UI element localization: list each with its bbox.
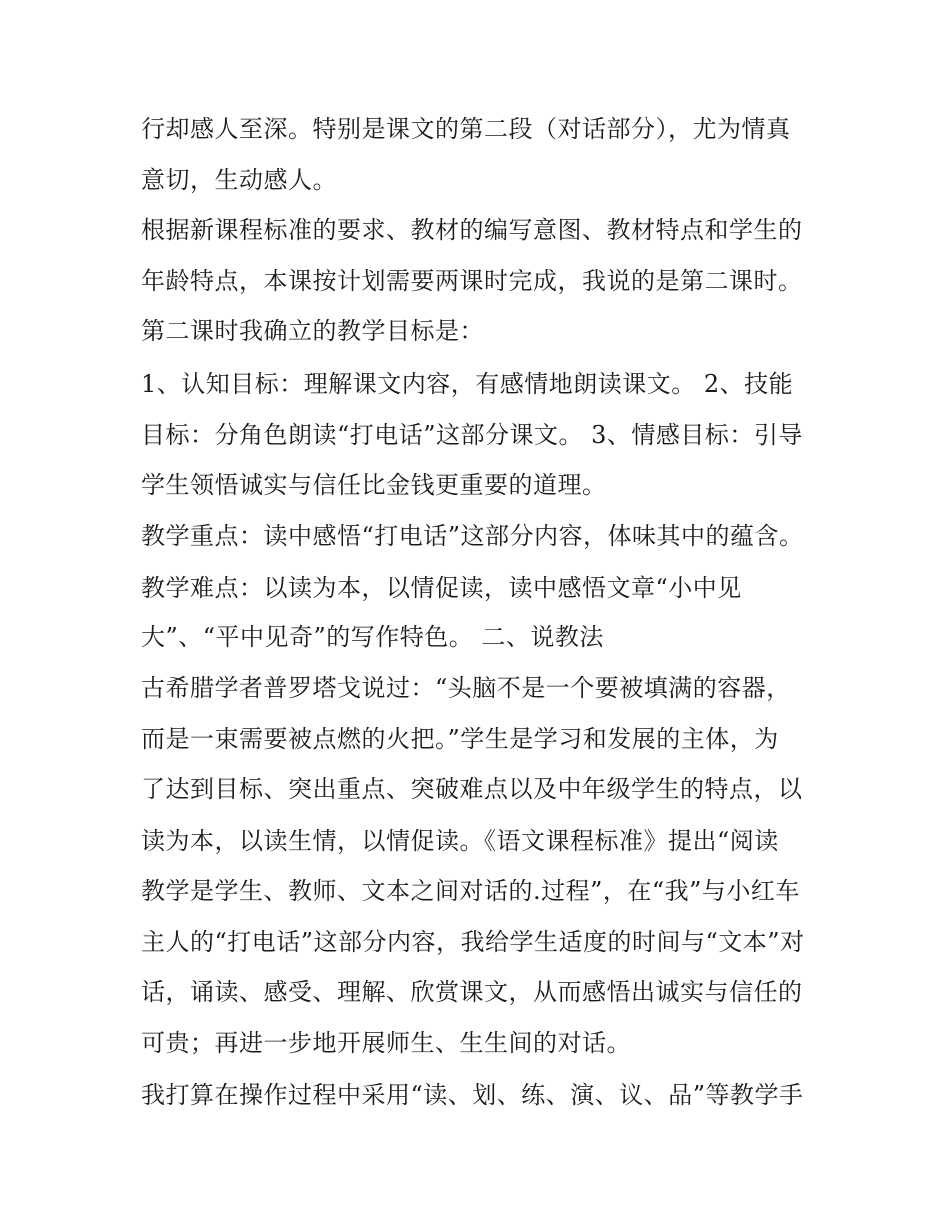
text-line: 教学难点：以读为本，以情促读，读中感悟文章“小中见 bbox=[141, 574, 742, 602]
text-line: 读为本，以读生情，以情促读。《语文课程标准》提出“阅读 bbox=[141, 827, 779, 855]
text-line: 教学重点：读中感悟“打电话”这部分内容，体味其中的蕴含。 bbox=[141, 522, 804, 550]
text-line: 学生领悟诚实与信任比金钱更重要的道理。 bbox=[141, 471, 607, 499]
text-line: 意切，生动感人。 bbox=[141, 166, 337, 194]
text-line: 行却感人至深。特别是课文的第二段（对话部分），尤为情真 bbox=[141, 115, 791, 143]
text-line: 古希腊学者普罗塔戈说过：“头脑不是一个要被填满的容器， bbox=[141, 674, 791, 702]
text-line: 第二课时我确立的教学目标是： bbox=[141, 317, 484, 345]
text-line: 年龄特点，本课按计划需要两课时完成，我说的是第二课时。 bbox=[141, 267, 803, 295]
text-line: 话，诵读、感受、理解、欣赏课文，从而感悟出诚实与信任的 bbox=[141, 978, 803, 1006]
text-line: 根据新课程标准的要求、教材的编写意图、教材特点和学生的 bbox=[141, 216, 803, 244]
text-line: 而是一束需要被点燃的火把。”学生是学习和发展的主体，为 bbox=[141, 725, 779, 753]
text-line: 我打算在操作过程中采用“读、划、练、演、议、品”等教学手 bbox=[141, 1081, 804, 1109]
text-line: 目标：分角色朗读“打电话”这部分课文。 3、情感目标：引导 bbox=[141, 421, 803, 449]
text-line: 可贵；再进一步地开展师生、生生间的对话。 bbox=[141, 1029, 631, 1057]
text-line: 大”、“平中见奇”的写作特色。 二、说教法 bbox=[141, 623, 604, 651]
text-line: 了达到目标、突出重点、突破难点以及中年级学生的特点，以 bbox=[141, 775, 803, 803]
text-line: 教学是学生、教师、文本之间对话的.过程”，在“我”与小红车 bbox=[141, 877, 800, 905]
text-line: 主人的“打电话”这部分内容，我给学生适度的时间与“文本”对 bbox=[141, 928, 805, 956]
text-line: 1、认知目标：理解课文内容，有感情地朗读课文。 2、技能 bbox=[141, 370, 794, 398]
